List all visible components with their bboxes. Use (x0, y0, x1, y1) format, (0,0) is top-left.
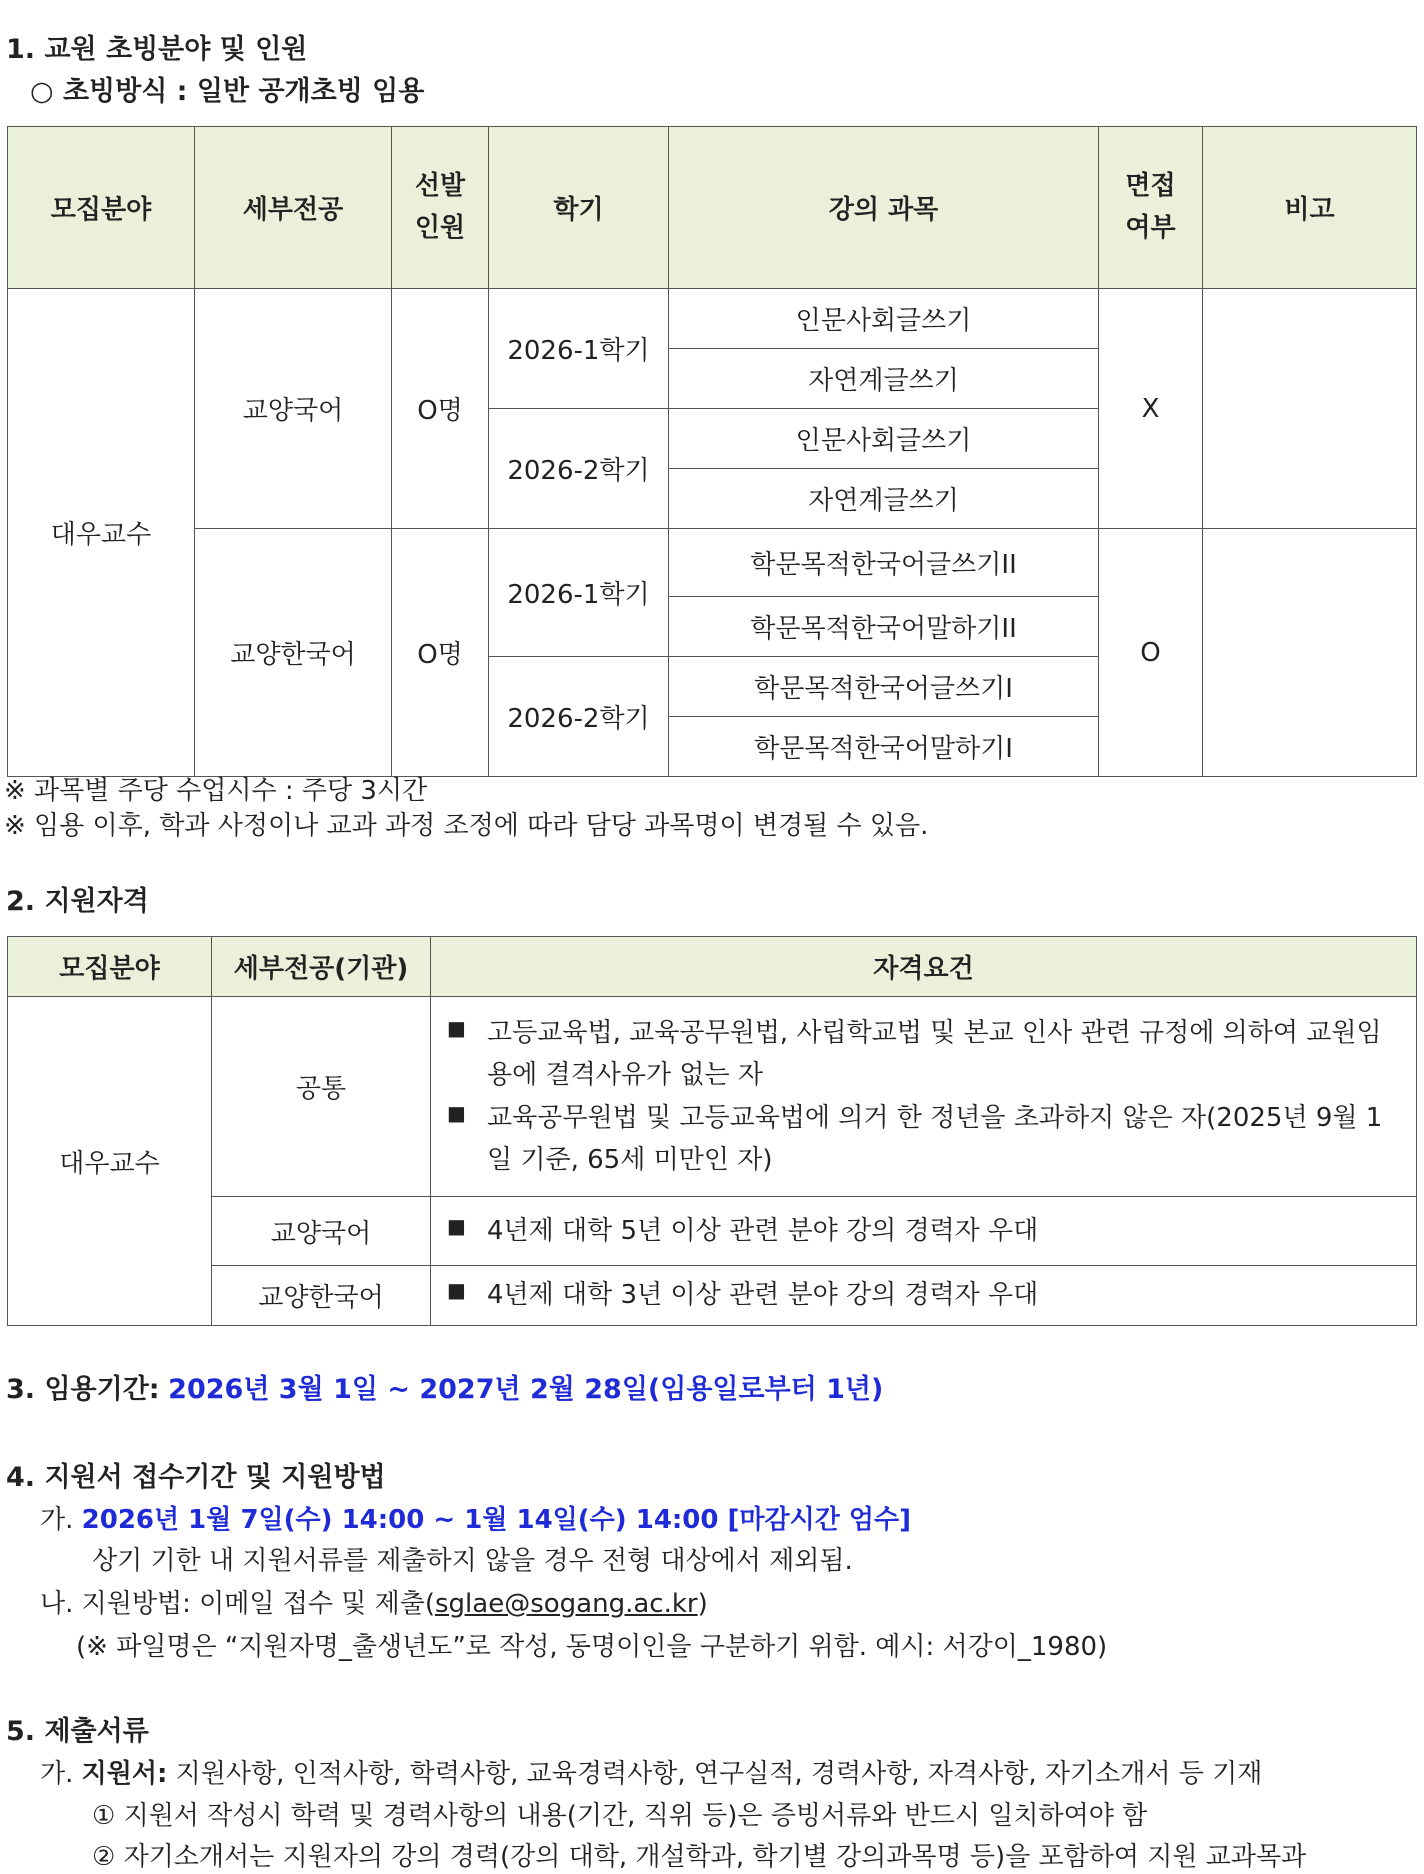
major-cell: 교양한국어 (212, 1266, 431, 1326)
recruitment-method: ○ 초빙방식 : 일반 공개초빙 임용 (30, 76, 425, 107)
requirement-item: ■ 4년제 대학 5년 이상 관련 분야 강의 경력자 우대 (447, 1210, 1404, 1252)
qualification-table (7, 936, 1417, 1326)
document-item-2: ② 자기소개서는 지원자의 강의 경력(강의 대학, 개설학과, 학기별 강의과목명 등)을 포함하여 지원 교과목과 (92, 1842, 1307, 1872)
requirements-cell (431, 1197, 1417, 1266)
note-hours: ※ 과목별 주당 수업시수 : 주당 3시간 (4, 776, 428, 806)
course-cell: 학문목적한국어글쓰기II (669, 529, 1099, 597)
application-period: 2026년 1월 7일(수) 14:00 ~ 1월 14일(수) 14:00 [마감시간 엄수] (81, 1505, 912, 1535)
section1-title: 1. 교원 초빙분야 및 인원 (6, 34, 308, 65)
deadline-note: 상기 기한 내 지원서류를 제출하지 않을 경우 전형 대상에서 제외됨. (92, 1546, 853, 1576)
requirement-item: ■ 교육공무원법 및 고등교육법에 의거 한 정년을 초과하지 않은 자(2025년 9월 1일 기준, 65세 미만인 자) (447, 1097, 1404, 1181)
bullet-icon: ■ (447, 1016, 466, 1041)
email-link[interactable]: sglae@sogang.ac.kr (435, 1589, 698, 1619)
course-cell: 학문목적한국어말하기I (669, 717, 1099, 777)
course-cell: 인문사회글쓰기 (669, 289, 1099, 349)
appointment-period: 2026년 3월 1일 ~ 2027년 2월 28일(임용일로부터 1년) (168, 1374, 884, 1405)
major-cell: 공통 (212, 997, 431, 1197)
interview-cell: O (1099, 529, 1203, 777)
header-category: 모집분야 (8, 127, 195, 289)
course-cell: 자연계글쓰기 (669, 469, 1099, 529)
note-course-change: ※ 임용 이후, 학과 사정이나 교과 과정 조정에 따라 담당 과목명이 변경될 수 있음. (4, 811, 929, 841)
course-cell: 학문목적한국어말하기II (669, 597, 1099, 657)
count-cell: O명 (392, 289, 489, 529)
requirements-cell (431, 997, 1417, 1197)
course-cell: 자연계글쓰기 (669, 349, 1099, 409)
section5-title: 5. 제출서류 (6, 1716, 149, 1747)
major-cell: 교양국어 (212, 1197, 431, 1266)
application-form-line: 가. 지원서: 지원사항, 인적사항, 학력사항, 교육경력사항, 연구실적, 경력사항, 자격사항, 자기소개서 등 기재 (40, 1759, 1263, 1789)
bullet-icon: ■ (447, 1213, 466, 1238)
header-remarks: 비고 (1203, 127, 1417, 289)
header-major-institution: 세부전공(기관) (212, 937, 431, 997)
semester-cell: 2026-2학기 (489, 409, 669, 529)
course-cell: 학문목적한국어글쓰기I (669, 657, 1099, 717)
application-period-line: 가. 2026년 1월 7일(수) 14:00 ~ 1월 14일(수) 14:00 [마감시간 엄수] (40, 1505, 912, 1535)
section4-title: 4. 지원서 접수기간 및 지원방법 (6, 1462, 386, 1493)
count-cell: O명 (392, 529, 489, 777)
remarks-cell (1203, 529, 1417, 777)
semester-cell: 2026-1학기 (489, 529, 669, 657)
course-cell: 인문사회글쓰기 (669, 409, 1099, 469)
header-category: 모집분야 (8, 937, 212, 997)
bullet-icon: ■ (447, 1278, 466, 1303)
section3-line (6, 1374, 883, 1406)
header-semester: 학기 (489, 127, 669, 289)
recruitment-table (7, 126, 1417, 777)
semester-cell: 2026-2학기 (489, 657, 669, 777)
requirements-cell (431, 1266, 1417, 1326)
document-item-1: ① 지원서 작성시 학력 및 경력사항의 내용(기간, 직위 등)은 증빙서류와 반드시 일치하여야 함 (92, 1801, 1148, 1831)
requirement-item: ■ 4년제 대학 3년 이상 관련 분야 강의 경력자 우대 (447, 1274, 1404, 1316)
semester-cell: 2026-1학기 (489, 289, 669, 409)
header-course: 강의 과목 (669, 127, 1099, 289)
category-cell: 대우교수 (8, 997, 212, 1326)
remarks-cell (1203, 289, 1417, 529)
requirement-item: ■ 고등교육법, 교육공무원법, 사립학교법 및 본교 인사 관련 규정에 의하여 교원임용에 결격사유가 없는 자 (447, 1012, 1404, 1096)
section2-title: 2. 지원자격 (6, 886, 149, 917)
section3-title: 3. 임용기간: (6, 1374, 160, 1405)
application-method: 나. 지원방법: 이메일 접수 및 제출(sglae@sogang.ac.kr) (40, 1589, 708, 1619)
header-interview: 면접 여부 (1099, 127, 1203, 289)
header-major: 세부전공 (195, 127, 392, 289)
interview-cell: X (1099, 289, 1203, 529)
bullet-icon: ■ (447, 1100, 466, 1125)
header-count: 선발 인원 (392, 127, 489, 289)
header-requirements: 자격요건 (431, 937, 1417, 997)
major-cell: 교양국어 (195, 289, 392, 529)
major-cell: 교양한국어 (195, 529, 392, 777)
category-cell: 대우교수 (8, 289, 195, 777)
filename-note: (※ 파일명은 “지원자명_출생년도”로 작성, 동명이인을 구분하기 위함. 예시: 서강이_1980) (76, 1632, 1108, 1662)
